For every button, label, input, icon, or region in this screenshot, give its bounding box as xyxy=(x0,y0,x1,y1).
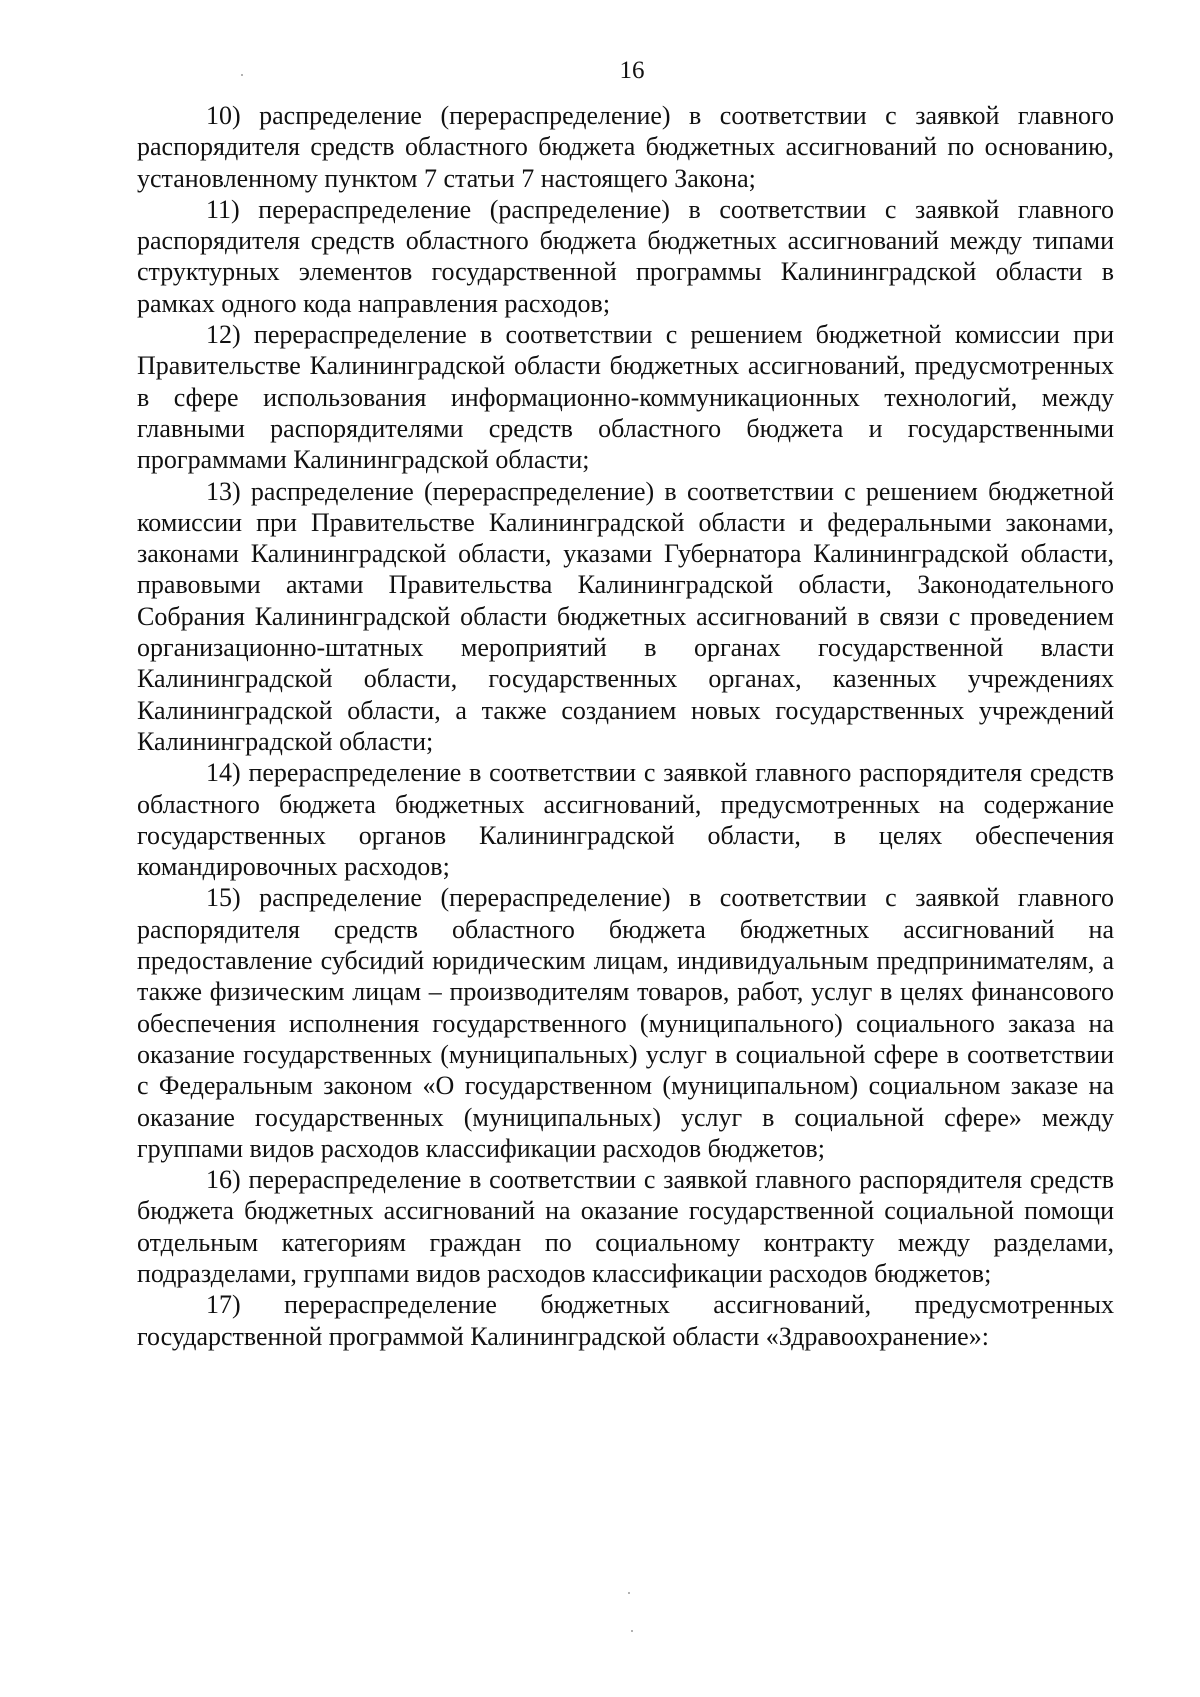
scan-speck xyxy=(628,1592,630,1594)
scan-speck xyxy=(241,74,243,76)
page-number: 16 xyxy=(619,57,645,84)
list-item-17: 17) перераспределение бюджетных ассигнований, предусмотренных государственной программой Калининградской области «Здравоохранение»: xyxy=(137,1290,1114,1351)
list-item-15: 15) распределение (перераспределение) в соответствии с заявкой главного распорядителя средств областного бюджета бюджетных ассигнований на предоставление субсидий юридическим лицам, индивидуальным предпринимателям, а также физическим лицам – производителям товаров, работ, услуг в целях финансового обеспечения исполнения государственного (муниципального) социального заказа на оказание государственных (муниципальных) услуг в социальной сфере в соответствии с Федеральным законом «О государственном (муниципальном) социальном заказе на оказание государственных (муниципальных) услуг в социальной сфере» между группами видов расходов классификации расходов бюджетов; xyxy=(137,883,1114,1163)
list-item-11: 11) перераспределение (распределение) в соответствии с заявкой главного распорядителя средств областного бюджета бюджетных ассигнований между типами структурных элементов государственной программы Калининградской области в рамках одного кода направления расходов; xyxy=(137,194,1114,318)
list-item-12: 12) перераспределение в соответствии с решением бюджетной комиссии при Правительстве Калининградской области бюджетных ассигнований, предусмотренных в сфере использования информационно-коммуникационных технологий, между главными распорядителями средств областного бюджета и государственными программами Калининградской области; xyxy=(137,320,1114,475)
list-item-13: 13) распределение (перераспределение) в соответствии с решением бюджетной комиссии при Правительстве Калининградской области и федеральными законами, законами Калининградской области, указами Губернатора Калининградской области, правовыми актами Правительства Калининградской области, Законодательного Собрания Калининградской области бюджетных ассигнований в связи с проведением организационно-штатных мероприятий в органах государственной власти Калининградской области, государственных органах, казенных учреждениях Калининградской области, а также созданием новых государственных учреждений Калининградской области; xyxy=(137,476,1114,756)
list-item-10: 10) распределение (перераспределение) в соответствии с заявкой главного распорядителя средств областного бюджета бюджетных ассигнований по основанию, установленному пунктом 7 статьи 7 настоящего Закона; xyxy=(137,101,1114,193)
scan-speck xyxy=(631,1630,633,1632)
list-item-14: 14) перераспределение в соответствии с заявкой главного распорядителя средств областного бюджета бюджетных ассигнований, предусмотренных на содержание государственных органов Калининградской области, в целях обеспечения командировочных расходов; xyxy=(137,758,1114,882)
list-item-16: 16) перераспределение в соответствии с заявкой главного распорядителя средств бюджета бюджетных ассигнований на оказание государственной социальной помощи отдельным категориям граждан по социальному контракту между разделами, подразделами, группами видов расходов классификации расходов бюджетов; xyxy=(137,1165,1114,1288)
document-body xyxy=(137,100,1114,1352)
